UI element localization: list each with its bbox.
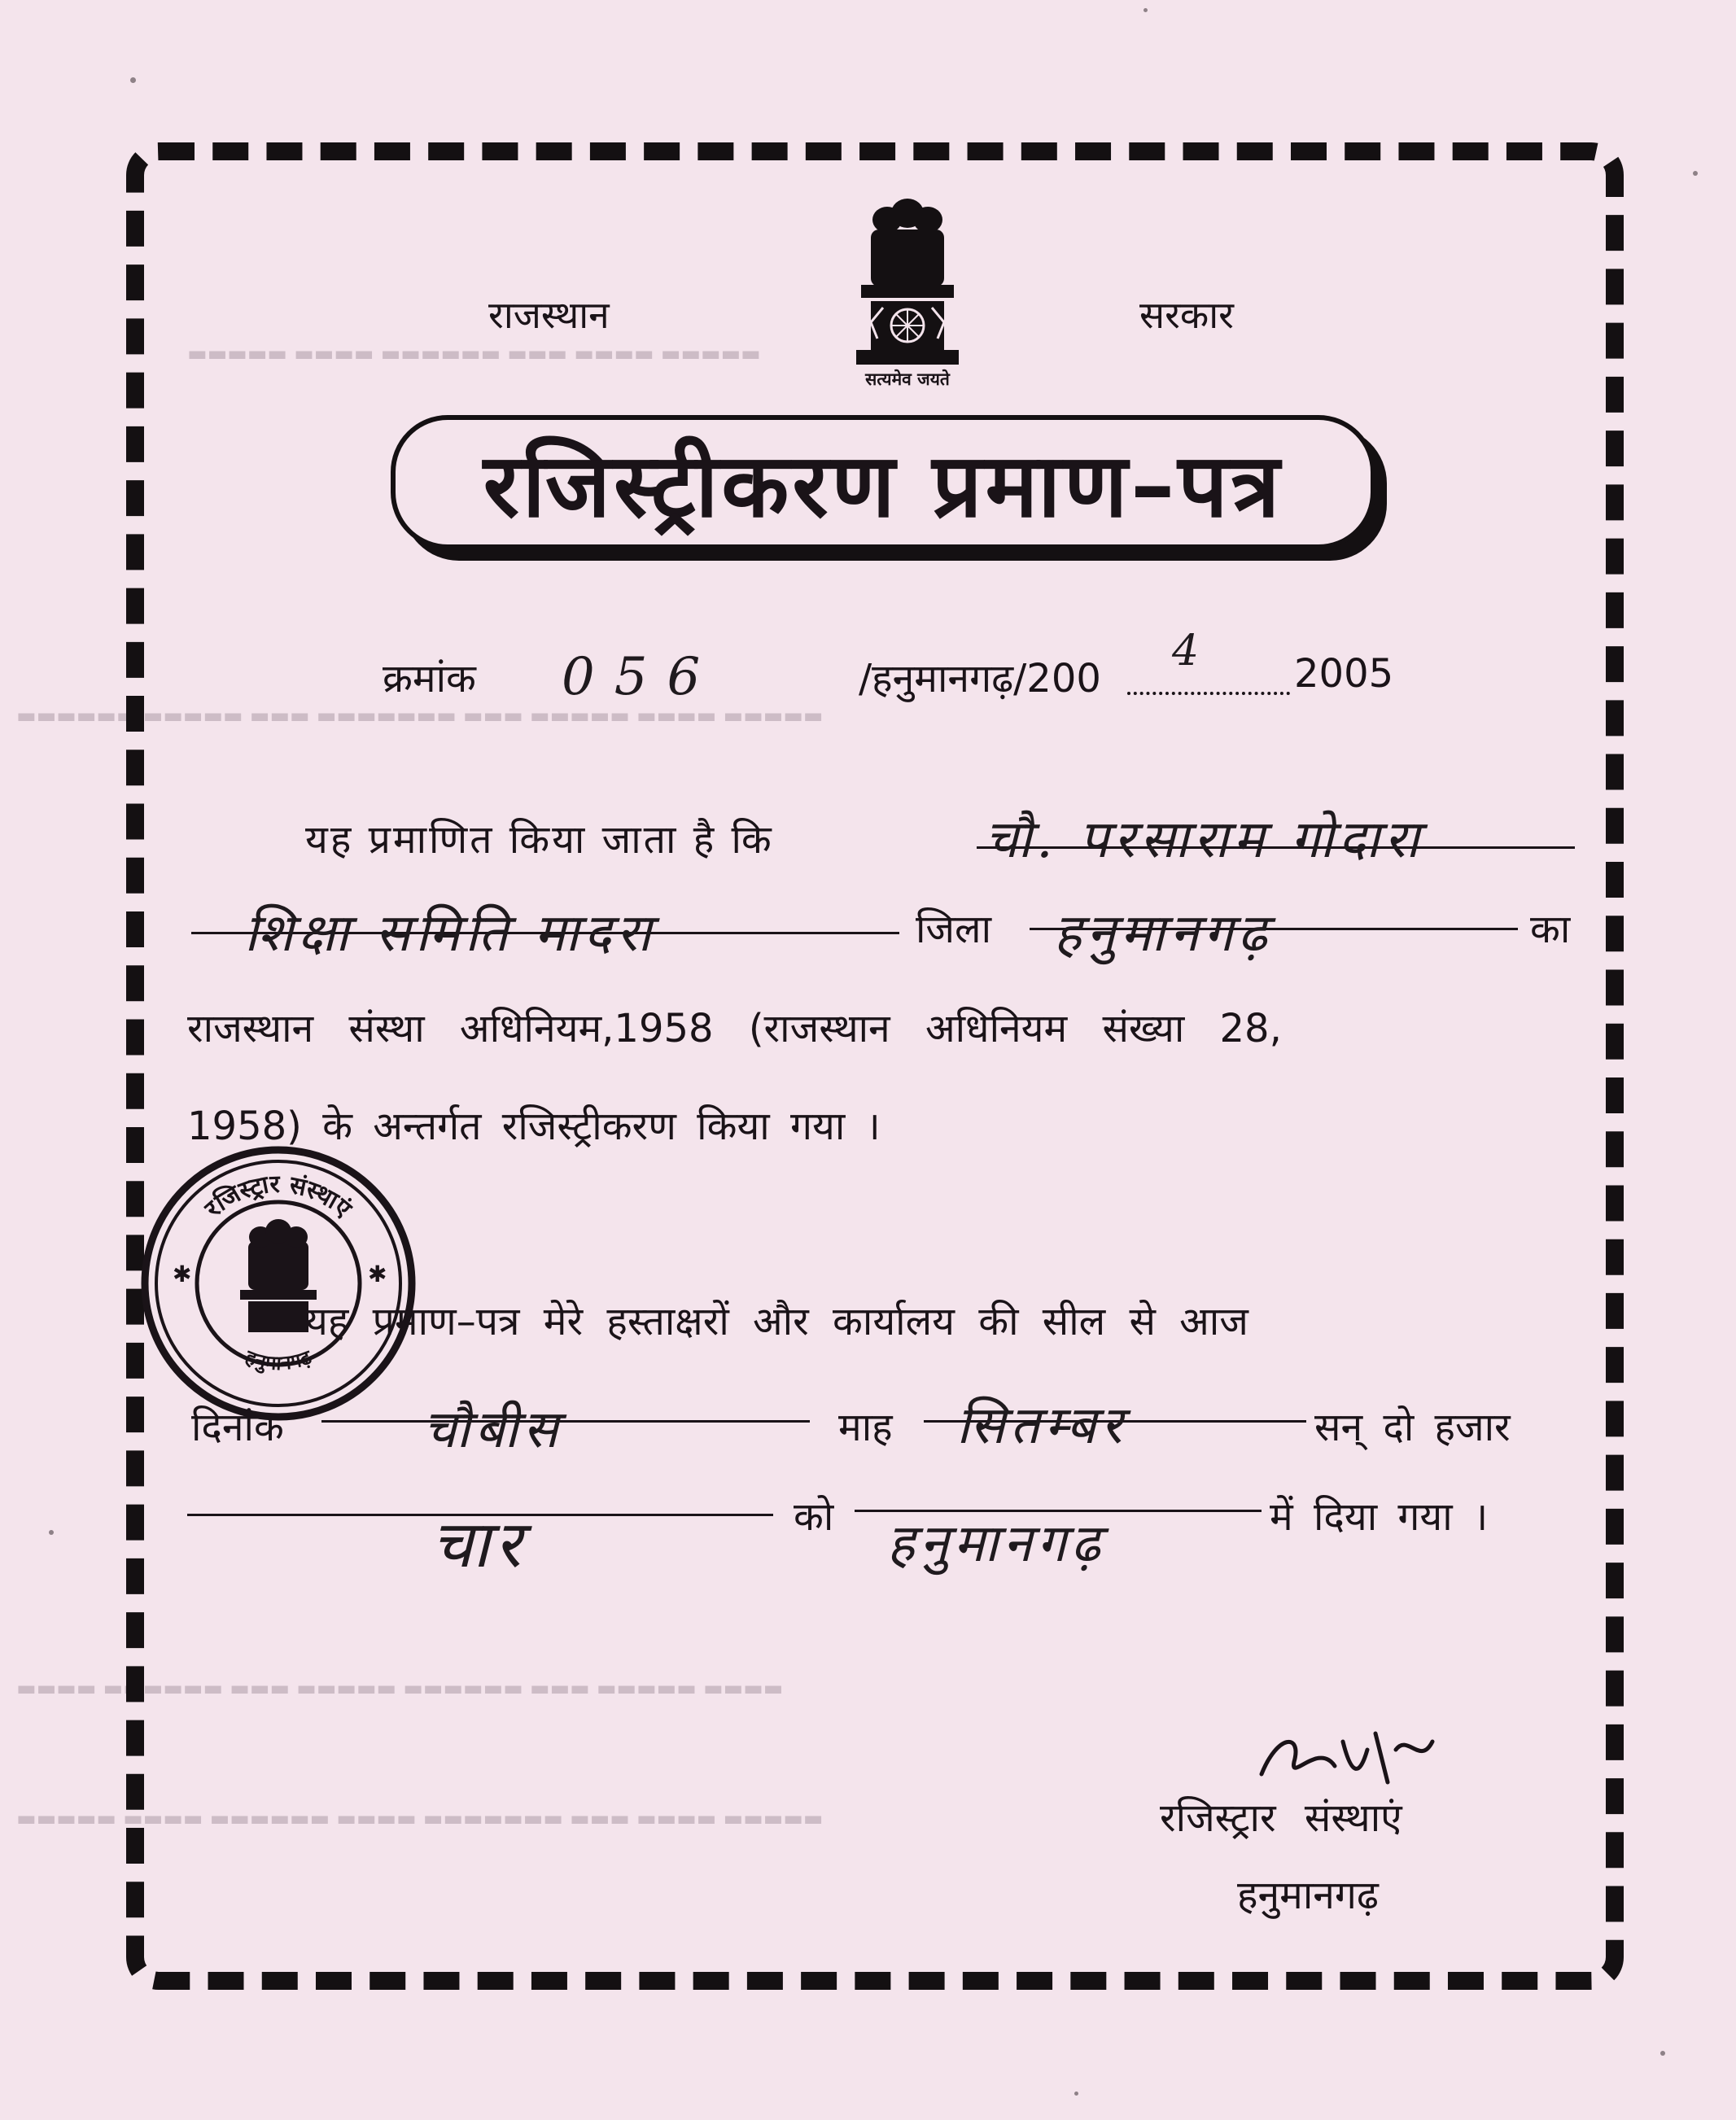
svg-text:✱: ✱: [368, 1261, 387, 1287]
scan-speck: [49, 1530, 54, 1535]
seal-bottom-text: हनुमानगढ़: [242, 1345, 315, 1375]
act-reference-line-2: 1958) के अन्तर्गत रजिस्ट्रीकरण किया गया ।: [187, 1104, 881, 1149]
bleed-through-text: ▬▬▬▬▬▬ ▬▬▬▬▬ ▬▬▬ ▬▬▬▬▬▬▬ ▬▬▬ ▬▬▬▬▬ ▬▬▬▬ ▬▬▬▬▬: [16, 704, 824, 728]
reference-fill: 4: [1172, 627, 1205, 675]
svg-text:✱: ✱: [173, 1261, 192, 1287]
scan-speck: [1143, 8, 1148, 12]
reference-dotted-line: [1127, 692, 1290, 695]
organization-name-part1: चौ. परसाराम गोदारा: [985, 810, 1424, 870]
bleed-through-text: ▬▬▬▬▬ ▬▬▬▬ ▬▬▬▬▬▬ ▬▬▬ ▬▬▬▬ ▬▬▬▬▬: [187, 342, 761, 366]
bleed-through-text: ▬▬▬▬ ▬▬▬▬▬▬ ▬▬▬ ▬▬▬▬▬ ▬▬▬▬▬▬ ▬▬▬ ▬▬▬▬▬ ▬▬▬▬: [16, 1676, 784, 1701]
place-value: हनुमानगढ़: [887, 1514, 1105, 1574]
place-label: को: [794, 1494, 834, 1540]
certify-text: यह प्रमाणित किया जाता है कि: [305, 817, 774, 863]
registrar-office: हनुमानगढ़: [1237, 1873, 1379, 1918]
issued-text: में दिया गया ।: [1270, 1494, 1489, 1540]
year-value: चार: [431, 1506, 527, 1582]
serial-number: 056: [562, 647, 720, 707]
emblem-motto: सत्यमेव जयते: [865, 369, 950, 389]
office-reference: /हनुमानगढ़/200: [859, 656, 1101, 702]
month-value: सितम्बर: [956, 1396, 1127, 1456]
bleed-through-text: ▬▬▬▬▬ ▬▬▬▬ ▬▬▬▬▬▬ ▬▬▬▬ ▬▬▬▬▬▬▬ ▬▬▬ ▬▬▬▬ ▬▬▬▬▬: [16, 1807, 824, 1831]
district-name: हनुमानगढ़: [1054, 903, 1272, 964]
scan-speck: [1693, 171, 1698, 176]
certificate-title: [391, 415, 1375, 549]
certificate-title-text: रजिस्ट्रीकरण प्रमाण–पत्र: [483, 435, 1283, 537]
month-label: माह: [838, 1405, 893, 1450]
official-round-seal-icon: [138, 1143, 419, 1424]
year-label: सन् दो हजार: [1314, 1405, 1511, 1450]
scan-speck: [1660, 2051, 1665, 2056]
svg-text:रजिस्ट्रार संस्थाएं: [199, 1170, 358, 1224]
state-name: राजस्थान: [488, 293, 610, 337]
organization-name-part2: शिक्षा समिति मादरा: [244, 903, 656, 964]
of-label: का: [1530, 907, 1571, 952]
registrar-designation: रजिस्ट्रार संस्थाएं: [1160, 1795, 1402, 1841]
svg-text:हनुमानगढ़: [242, 1345, 316, 1375]
act-reference-line-1: राजस्थान संस्था अधिनियम,1958 (राजस्थान अधिनियम संख्या 28,: [187, 1006, 1282, 1051]
date-line: [321, 1420, 810, 1423]
scan-speck: [1074, 2092, 1078, 2096]
issue-statement: यह प्रमाण–पत्र मेरे हस्ताक्षरों और कार्यालय की सील से आज: [305, 1299, 1248, 1344]
government-label: सरकार: [1139, 293, 1234, 337]
district-label: जिला: [916, 907, 992, 952]
seal-top-text: रजिस्ट्रार संस्थाएं: [199, 1169, 357, 1224]
serial-label: क्रमांक: [383, 656, 476, 702]
scan-speck: [130, 77, 136, 83]
date-value: चौबीस: [423, 1400, 563, 1460]
registration-year: 2005: [1294, 651, 1394, 697]
date-label: दिनांक: [191, 1405, 284, 1450]
